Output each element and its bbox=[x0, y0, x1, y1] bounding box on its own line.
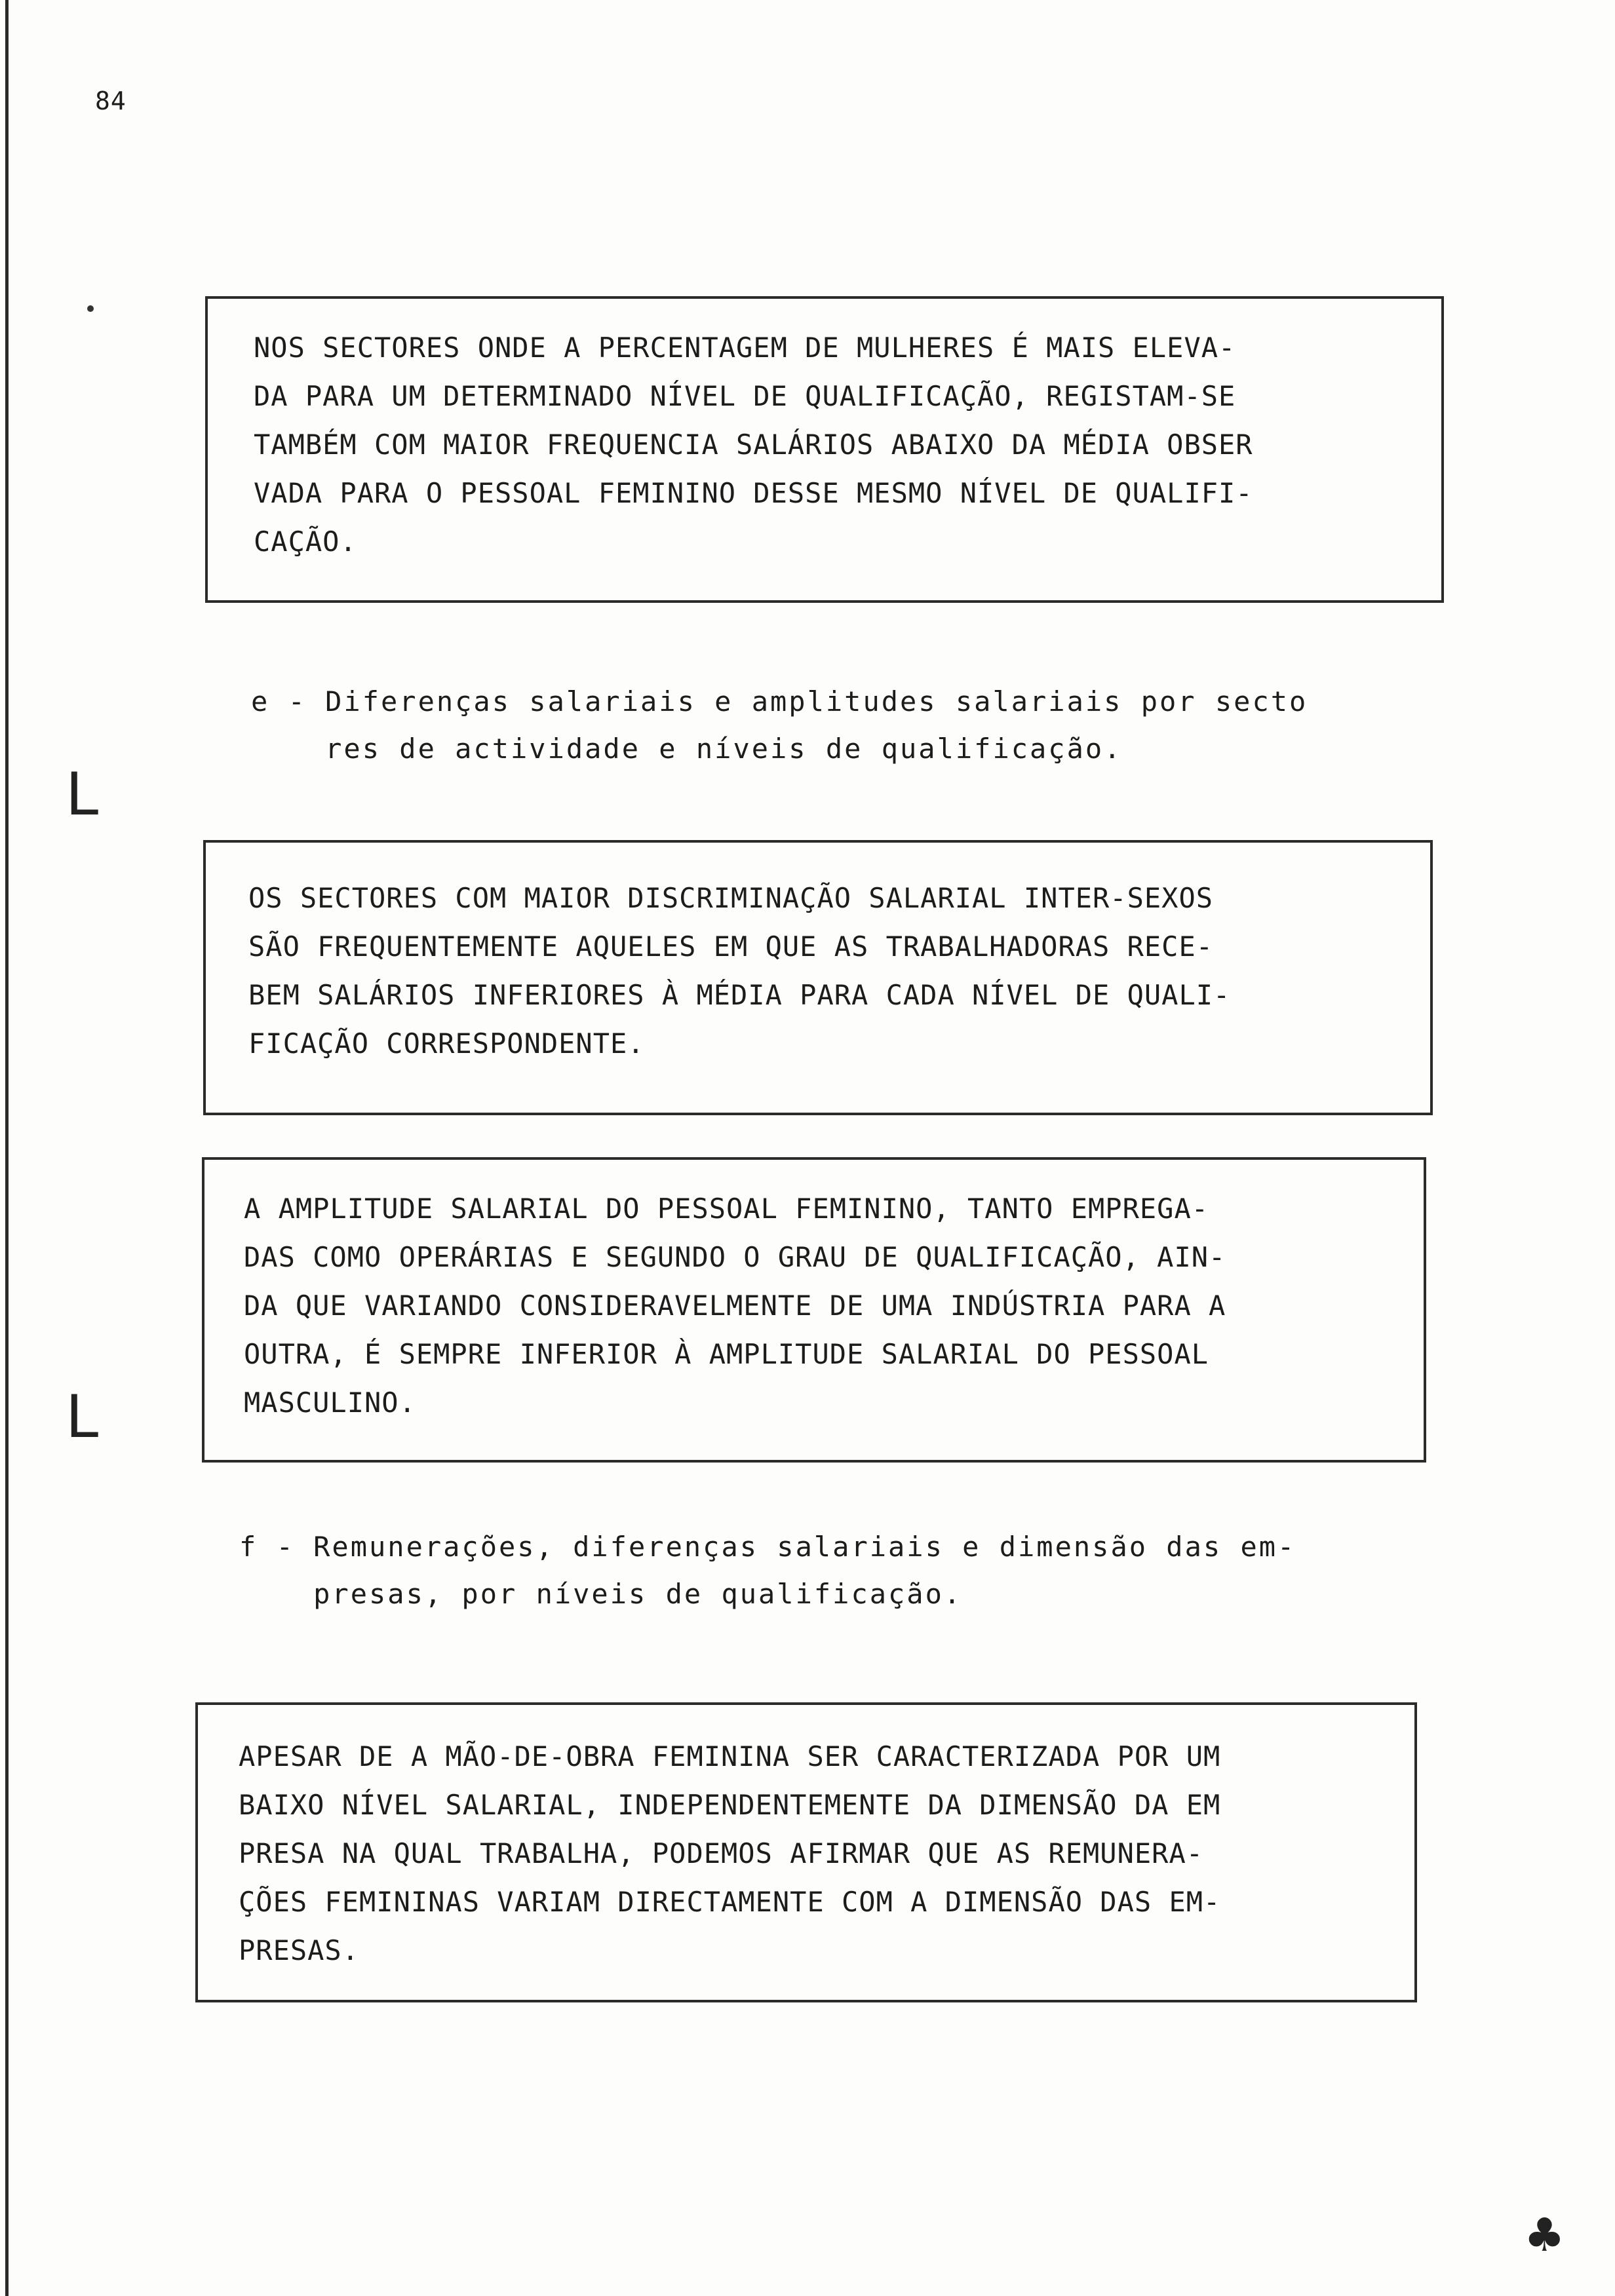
corner-ink-mark: ♣ bbox=[1524, 2208, 1565, 2262]
margin-bracket-mark: ᒪ bbox=[66, 1383, 99, 1451]
box-line: DA QUE VARIANDO CONSIDERAVELMENTE DE UMA INDÚSTRIA PARA A bbox=[244, 1290, 1226, 1322]
box-line: APESAR DE A MÃO-DE-OBRA FEMININA SER CARACTERIZADA POR UM bbox=[239, 1740, 1221, 1772]
box-line: CAÇÃO. bbox=[254, 526, 357, 558]
finding-box-3 bbox=[202, 1157, 1426, 1463]
item-line: f - Remunerações, diferenças salariais e dimensão das em- bbox=[239, 1531, 1296, 1563]
margin-dot bbox=[87, 305, 94, 312]
box-line: TAMBÉM COM MAIOR FREQUENCIA SALÁRIOS ABAIXO DA MÉDIA OBSER bbox=[254, 429, 1253, 461]
binding-edge bbox=[5, 0, 9, 2296]
box-line: BEM SALÁRIOS INFERIORES À MÉDIA PARA CADA NÍVEL DE QUALI- bbox=[248, 979, 1231, 1011]
item-line: presas, por níveis de qualificação. bbox=[239, 1578, 963, 1610]
box-line: MASCULINO. bbox=[244, 1387, 416, 1419]
margin-bracket-mark: ᒪ bbox=[66, 760, 99, 829]
item-line: res de actividade e níveis de qualificação. bbox=[251, 733, 1123, 765]
box-line: NOS SECTORES ONDE A PERCENTAGEM DE MULHERES É MAIS ELEVA- bbox=[254, 332, 1236, 364]
section-item-f bbox=[239, 1523, 1296, 1618]
item-line: e - Diferenças salariais e amplitudes salariais por secto bbox=[251, 685, 1308, 718]
box-line: FICAÇÃO CORRESPONDENTE. bbox=[248, 1027, 645, 1060]
box-line: DAS COMO OPERÁRIAS E SEGUNDO O GRAU DE QUALIFICAÇÃO, AIN- bbox=[244, 1241, 1226, 1273]
box-line: A AMPLITUDE SALARIAL DO PESSOAL FEMININO, TANTO EMPREGA- bbox=[244, 1193, 1209, 1225]
finding-box-1 bbox=[205, 296, 1444, 603]
box-line: OUTRA, É SEMPRE INFERIOR À AMPLITUDE SALARIAL DO PESSOAL bbox=[244, 1338, 1209, 1370]
box-line: OS SECTORES COM MAIOR DISCRIMINAÇÃO SALARIAL INTER-SEXOS bbox=[248, 882, 1214, 914]
box-line: PRESA NA QUAL TRABALHA, PODEMOS AFIRMAR QUE AS REMUNERA- bbox=[239, 1837, 1204, 1869]
box-line: SÃO FREQUENTEMENTE AQUELES EM QUE AS TRABALHADORAS RECE- bbox=[248, 930, 1214, 963]
page-number: 84 bbox=[95, 86, 126, 115]
finding-box-2 bbox=[203, 840, 1433, 1115]
box-line: PRESAS. bbox=[239, 1934, 360, 1966]
box-line: ÇÕES FEMININAS VARIAM DIRECTAMENTE COM A DIMENSÃO DAS EM- bbox=[239, 1886, 1221, 1918]
finding-box-4 bbox=[195, 1702, 1417, 2002]
box-line: BAIXO NÍVEL SALARIAL, INDEPENDENTEMENTE DA DIMENSÃO DA EM bbox=[239, 1789, 1221, 1821]
box-line: VADA PARA O PESSOAL FEMININO DESSE MESMO NÍVEL DE QUALIFI- bbox=[254, 477, 1253, 509]
section-item-e bbox=[251, 678, 1308, 773]
box-line: DA PARA UM DETERMINADO NÍVEL DE QUALIFICAÇÃO, REGISTAM-SE bbox=[254, 380, 1236, 412]
